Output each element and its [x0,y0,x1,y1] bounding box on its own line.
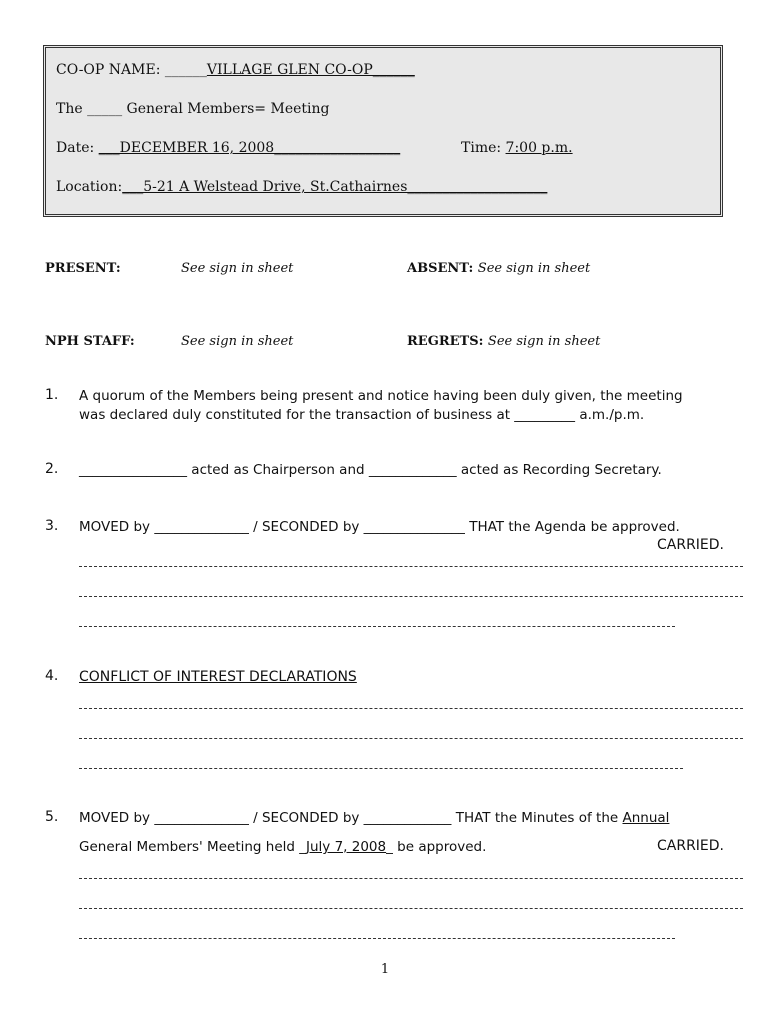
item-3-rule-3 [79,626,675,627]
absent-value: See sign in sheet [477,261,591,276]
present-label: PRESENT: [45,261,121,276]
item-3-text: MOVED by ______________ / SECONDED by _______________ THAT the Agenda be approved. [79,519,680,535]
date-line [56,140,400,156]
item-1-line-1: A quorum of the Members being present and notice having been duly given, the meeting [79,388,683,404]
location-line [56,179,547,195]
coop-name-label: CO-OP NAME: ______ [56,62,207,78]
location-label: Location: [56,179,123,195]
staff-label: NPH STAFF: [45,334,135,349]
meeting-type-line: The _____ General Members= Meeting [56,101,330,117]
time-line [461,140,573,156]
item-3-rule-2 [79,596,743,597]
item-3-carried: CARRIED. [656,537,724,553]
item-5-meeting-date: July 7, 2008 [306,839,387,855]
item-1-text [79,387,683,425]
item-4-rule-3 [79,768,683,769]
item-5-line-1: MOVED by ______________ / SECONDED by _____________ THAT the Minutes of the Annual [79,810,670,826]
time-value: 7:00 p.m. [505,140,573,156]
location-value: ___5-21 A Welstead Drive, St.Cathairnes____________________ [122,179,548,195]
regrets-label: REGRETS: See sign in sheet [407,334,601,349]
date-value: ___DECEMBER 16, 2008__________________ [98,140,401,156]
item-2-text: ________________ acted as Chairperson and _____________ acted as Recording Secretary. [79,462,662,478]
coop-name-value: VILLAGE GLEN CO-OP______ [206,62,415,78]
date-label: Date: [56,140,99,156]
item-5-number: 5. [45,809,59,825]
meeting-header-box [43,45,723,217]
item-2-number: 2. [45,461,59,477]
staff-value: See sign in sheet [181,334,294,349]
item-1-number: 1. [45,387,59,403]
present-value: See sign in sheet [181,261,294,276]
item-4-title: CONFLICT OF INTEREST DECLARATIONS [79,669,357,685]
item-5-line-2: General Members' Meeting held _July 7, 2008_ be approved. [79,839,487,855]
absent-label: ABSENT: See sign in sheet [407,261,591,276]
item-5-carried: CARRIED. [656,838,724,854]
regrets-value: See sign in sheet [487,334,601,349]
coop-name-line [56,62,415,78]
item-4-rule-2 [79,738,743,739]
item-4-number: 4. [45,668,59,684]
item-5-rule-2 [79,908,743,909]
item-3-rule-1 [79,566,743,567]
item-5-rule-3 [79,938,675,939]
item-4-rule-1 [79,708,743,709]
item-5-annual: Annual [622,810,670,826]
item-3-number: 3. [45,518,59,534]
time-label: Time: [461,140,506,156]
page-number: 1 [380,962,390,977]
item-5-rule-1 [79,878,743,879]
item-1-line-2: was declared duly constituted for the transaction of business at _________ a.m./p.m. [79,407,645,423]
